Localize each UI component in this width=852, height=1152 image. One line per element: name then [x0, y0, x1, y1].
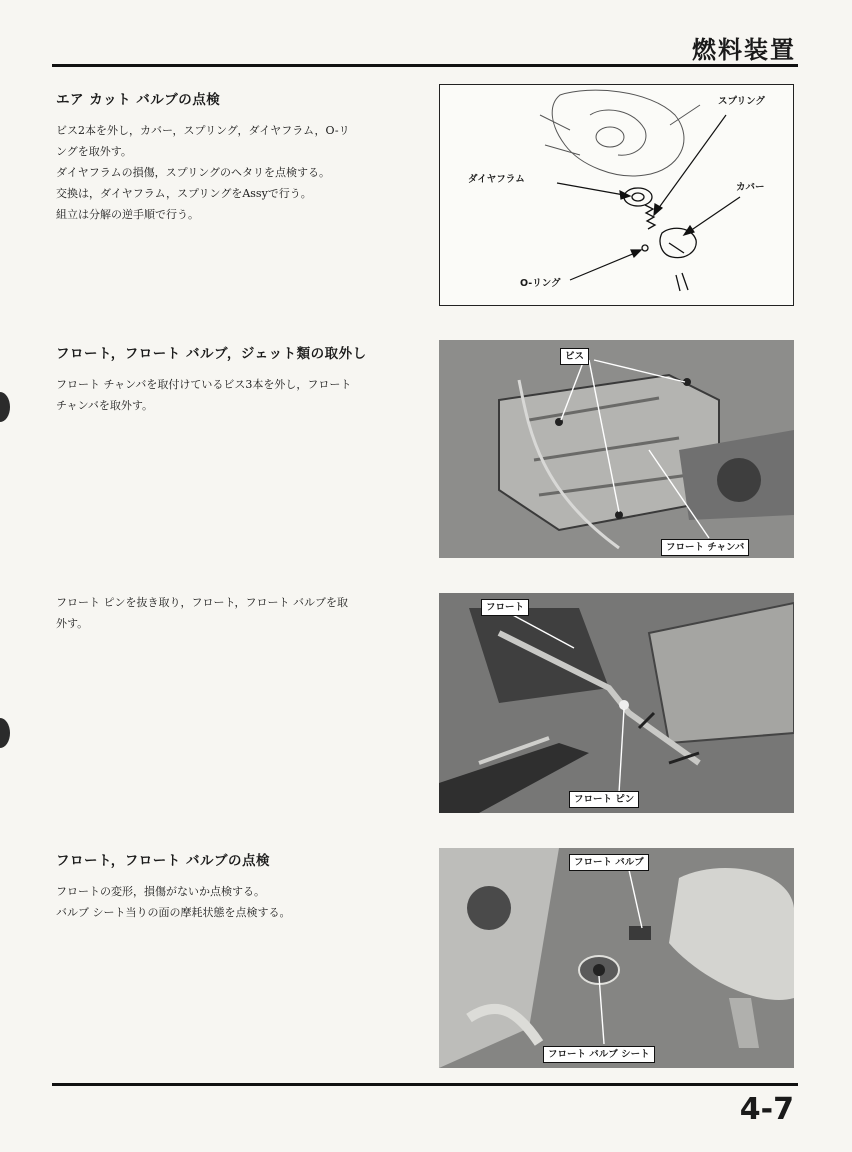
callout-diaphragm: ダイヤフラム: [468, 174, 525, 185]
section-heading: エア カット バルブの点検: [56, 92, 221, 108]
photo-rendering: [439, 340, 794, 558]
float-pin-photo: [439, 593, 794, 813]
section-float-removal: [56, 342, 416, 416]
body-line: 交換は，ダイヤフラム，スプリングをAssyで行う。: [56, 187, 312, 200]
header-rule: [52, 64, 798, 67]
body-line: チャンバを取外す。: [56, 399, 154, 412]
float-chamber-photo: [439, 340, 794, 558]
exploded-view-drawing: [440, 85, 794, 306]
body-line: ダイヤフラムの損傷，スプリングのヘタリを点検する。: [56, 166, 331, 179]
callout-float-pin: フロート ピン: [569, 791, 639, 808]
binder-hole: [0, 392, 10, 422]
photo-rendering: [439, 848, 794, 1068]
binder-hole: [0, 718, 10, 748]
section-float-pin-removal: [56, 592, 416, 634]
section-air-cut-valve-inspection: [56, 88, 416, 225]
float-valve-photo: [439, 848, 794, 1068]
body-line: フロート チャンバを取付けているビス3本を外し，フロート: [56, 378, 352, 391]
callout-float: フロート: [481, 599, 529, 616]
page-title: 燃料装置: [692, 36, 796, 64]
section-heading: フロート，フロート バルブ，ジェット類の取外し: [56, 346, 367, 362]
callout-float-valve-seat: フロート バルブ シート: [543, 1046, 655, 1063]
callout-spring: スプリング: [718, 96, 765, 107]
callout-o-ring: O-リング: [520, 278, 561, 289]
body-line: フロート ピンを抜き取り，フロート，フロート バルブを取: [56, 596, 349, 609]
body-line: 組立は分解の逆手順で行う。: [56, 208, 199, 221]
body-line: フロートの変形，損傷がないか点検する。: [56, 885, 265, 898]
body-line: ビス2本を外し，カバー，スプリング，ダイヤフラム，O-リ: [56, 124, 350, 137]
section-heading: フロート，フロート バルブの点検: [56, 853, 270, 869]
body-line: ングを取外す。: [56, 145, 132, 158]
callout-float-chamber: フロート チャンバ: [661, 539, 749, 556]
footer-rule: [52, 1083, 798, 1086]
callout-screws: ビス: [560, 348, 589, 365]
air-cut-valve-diagram: [439, 84, 794, 306]
page-number: 4-7: [739, 1092, 794, 1127]
body-line: バルブ シート当りの面の摩耗状態を点検する。: [56, 906, 291, 919]
callout-cover: カバー: [736, 182, 765, 193]
callout-float-valve: フロート バルブ: [569, 854, 649, 871]
body-line: 外す。: [56, 617, 89, 630]
photo-rendering: [439, 593, 794, 813]
section-float-valve-inspection: [56, 849, 416, 923]
